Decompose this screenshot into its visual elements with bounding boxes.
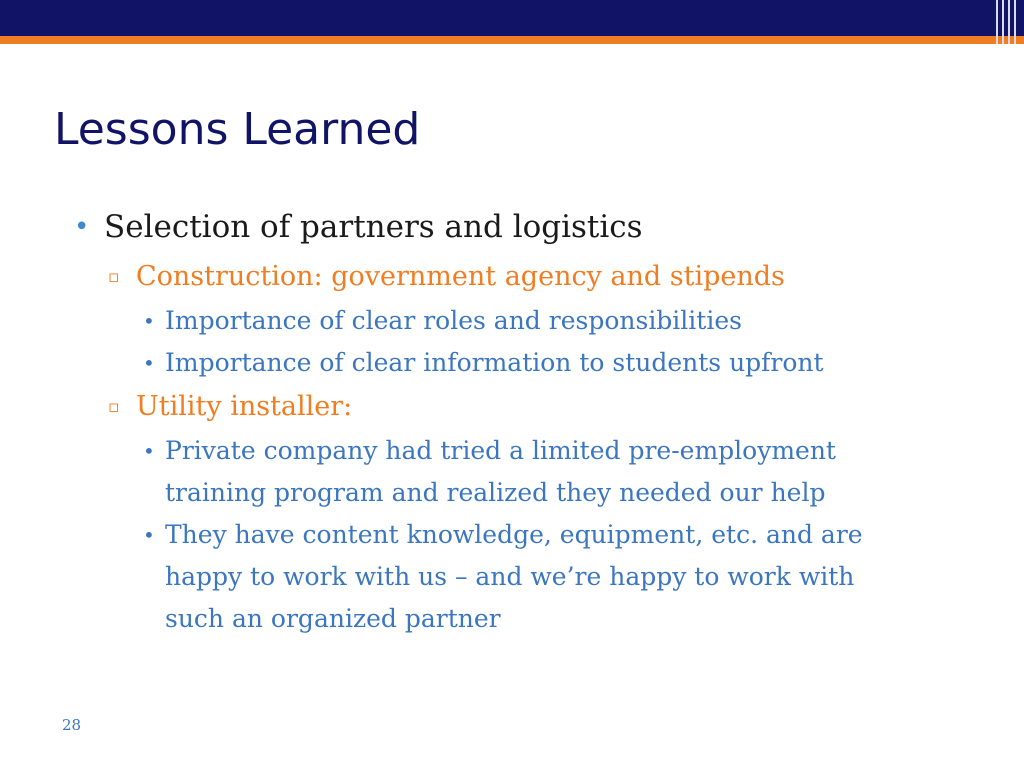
square-bullet-icon: ▫ <box>108 267 120 287</box>
sub-sub-bullet-item <box>143 300 1024 342</box>
bullet-dot-icon: • <box>143 523 155 547</box>
sub-sub-bullet-text: They have content knowledge, equipment, etc. and are <box>165 520 863 549</box>
sub-sub-bullet-text: happy to work with us – and we’re happy to work with <box>165 562 855 591</box>
sub-sub-bullet-item <box>143 342 1024 384</box>
sub-sub-bullet-item <box>143 514 1024 640</box>
sub-sub-bullet-text: Importance of clear information to students upfront <box>165 348 824 377</box>
bullet-dot-icon: • <box>143 351 155 375</box>
bullet-dot-icon: • <box>74 212 90 242</box>
sub-bullet-item <box>108 384 1024 430</box>
bullet-dot-icon: • <box>143 309 155 333</box>
sub-bullet-text: Utility installer: <box>136 391 353 422</box>
slide-title: Lessons Learned <box>54 104 421 155</box>
page-number: 28 <box>62 716 82 734</box>
sub-sub-bullet-text: such an organized partner <box>165 604 501 633</box>
bullet-text: Selection of partners and logistics <box>104 209 643 245</box>
sub-sub-bullet-item <box>143 430 1024 514</box>
bullet-dot-icon: • <box>143 439 155 463</box>
sub-bullet-text: Construction: government agency and stipends <box>136 261 785 292</box>
sub-sub-bullet-text: Private company had tried a limited pre-employment <box>165 436 836 465</box>
header-bar <box>0 0 1024 36</box>
bullet-item <box>74 200 1024 254</box>
square-bullet-icon: ▫ <box>108 397 120 417</box>
bullet-list <box>0 200 1024 640</box>
header-stripes <box>992 0 1024 44</box>
sub-bullet-item <box>108 254 1024 300</box>
sub-sub-bullet-text: Importance of clear roles and responsibilities <box>165 306 742 335</box>
accent-rule <box>0 36 1024 44</box>
sub-sub-bullet-text: training program and realized they needed our help <box>165 478 826 507</box>
